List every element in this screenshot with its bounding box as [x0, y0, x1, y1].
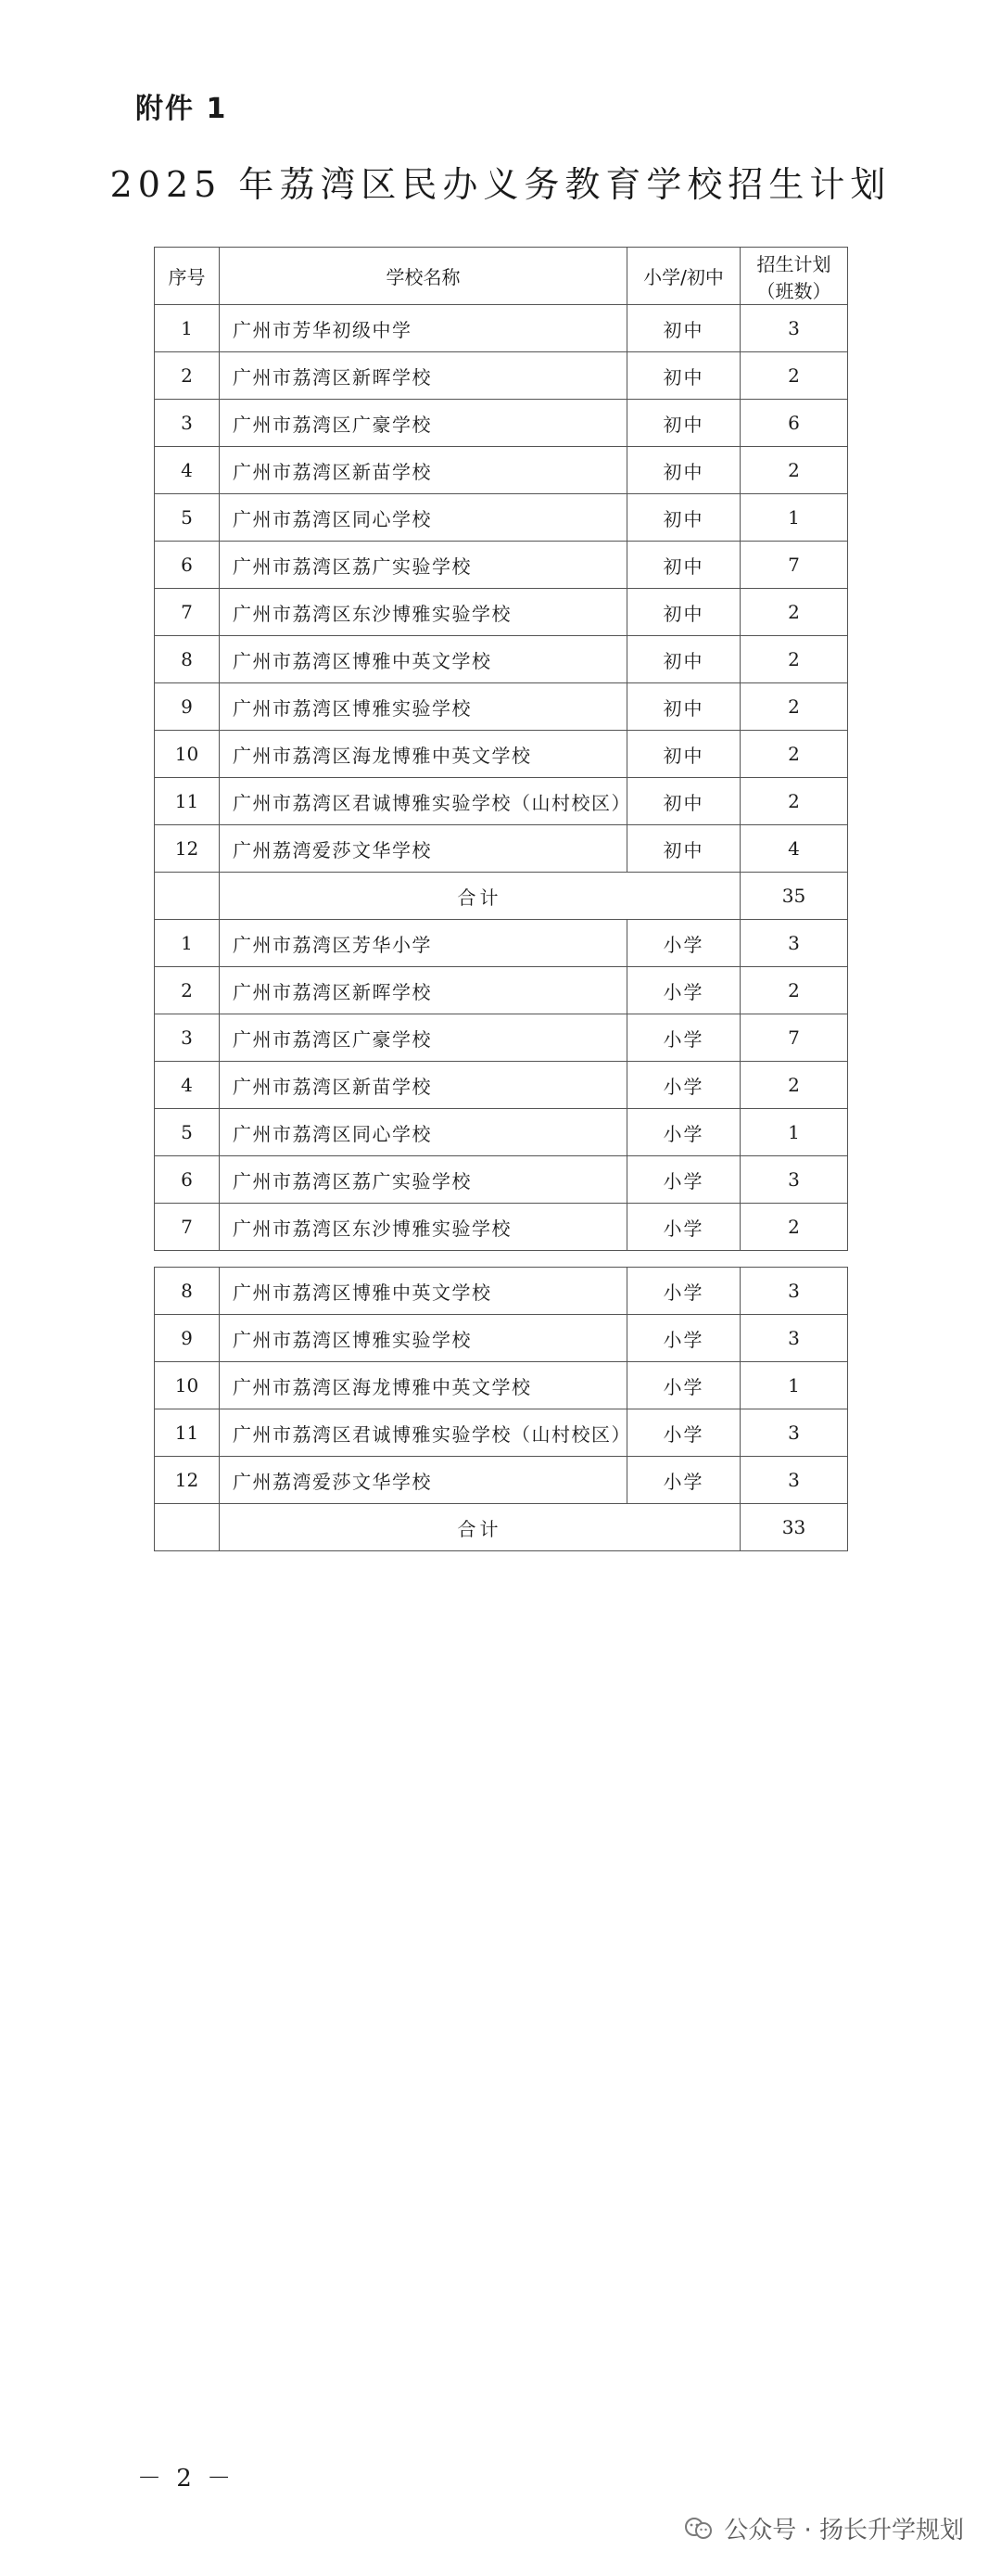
row-index: 8	[155, 636, 220, 683]
row-index: 4	[155, 447, 220, 494]
row-index: 6	[155, 542, 220, 589]
attachment-label: 附件 1	[135, 93, 228, 125]
table-row	[155, 1268, 848, 1315]
school-name: 广州市荔湾区海龙博雅中英文学校	[220, 1362, 627, 1409]
school-name: 广州市荔湾区博雅中英文学校	[220, 636, 627, 683]
table-row	[155, 447, 848, 494]
row-index: 3	[155, 1014, 220, 1062]
table-row	[155, 825, 848, 873]
row-index: 9	[155, 1315, 220, 1362]
planned-classes: 3	[741, 1315, 848, 1362]
enrollment-plan-table-continued	[154, 1267, 848, 1551]
table-row	[155, 1109, 848, 1156]
table-row	[155, 920, 848, 967]
row-index: 10	[155, 1362, 220, 1409]
middle-total-label: 合计	[220, 873, 741, 920]
row-index: 1	[155, 920, 220, 967]
school-level: 小学	[627, 920, 741, 967]
school-level: 小学	[627, 1268, 741, 1315]
table-row	[155, 1457, 848, 1504]
planned-classes: 1	[741, 1109, 848, 1156]
school-level: 初中	[627, 352, 741, 400]
primary-total-value: 33	[741, 1504, 848, 1551]
school-name: 广州市荔湾区君诚博雅实验学校（山村校区）	[220, 778, 627, 825]
school-level: 初中	[627, 400, 741, 447]
school-name: 广州市荔湾区东沙博雅实验学校	[220, 1204, 627, 1251]
school-name: 广州荔湾爱莎文华学校	[220, 1457, 627, 1504]
school-level: 初中	[627, 683, 741, 731]
school-level: 初中	[627, 825, 741, 873]
school-level: 小学	[627, 1315, 741, 1362]
school-name: 广州市荔湾区同心学校	[220, 494, 627, 542]
table-row	[155, 1204, 848, 1251]
row-index: 3	[155, 400, 220, 447]
planned-classes: 2	[741, 967, 848, 1014]
planned-classes: 3	[741, 1156, 848, 1204]
school-level: 小学	[627, 1156, 741, 1204]
school-name: 广州市荔湾区新苗学校	[220, 447, 627, 494]
table-header-row	[155, 248, 848, 305]
row-index: 11	[155, 1409, 220, 1457]
enrollment-plan-table	[154, 247, 848, 1251]
school-name: 广州市荔湾区新晖学校	[220, 352, 627, 400]
table-cell	[155, 873, 220, 920]
table-row	[155, 778, 848, 825]
school-level: 小学	[627, 1109, 741, 1156]
school-level: 初中	[627, 731, 741, 778]
row-index: 1	[155, 305, 220, 352]
primary-school-rows-part2	[155, 1268, 848, 1504]
header-index: 序号	[155, 248, 220, 305]
planned-classes: 2	[741, 352, 848, 400]
school-name: 广州市荔湾区博雅实验学校	[220, 1315, 627, 1362]
row-index: 10	[155, 731, 220, 778]
school-name: 广州荔湾爱莎文华学校	[220, 825, 627, 873]
header-level: 小学/初中	[627, 248, 741, 305]
row-index: 9	[155, 683, 220, 731]
planned-classes: 1	[741, 1362, 848, 1409]
primary-total-row	[155, 1504, 848, 1551]
table-row	[155, 352, 848, 400]
planned-classes: 2	[741, 589, 848, 636]
school-name: 广州市荔湾区荔广实验学校	[220, 1156, 627, 1204]
school-level: 小学	[627, 1457, 741, 1504]
school-level: 小学	[627, 1062, 741, 1109]
table-row	[155, 967, 848, 1014]
table-row	[155, 1014, 848, 1062]
middle-total-row	[155, 873, 848, 920]
row-index: 5	[155, 1109, 220, 1156]
watermark-text: 公众号 · 扬长升学规划	[724, 2517, 964, 2544]
planned-classes: 3	[741, 1409, 848, 1457]
school-level: 初中	[627, 542, 741, 589]
row-index: 7	[155, 589, 220, 636]
table-row	[155, 1156, 848, 1204]
school-level: 小学	[627, 1362, 741, 1409]
school-name: 广州市芳华初级中学	[220, 305, 627, 352]
document-title: 2025 年荔湾区民办义务教育学校招生计划	[109, 164, 892, 205]
row-index: 7	[155, 1204, 220, 1251]
school-name: 广州市荔湾区海龙博雅中英文学校	[220, 731, 627, 778]
row-index: 11	[155, 778, 220, 825]
planned-classes: 3	[741, 1457, 848, 1504]
planned-classes: 6	[741, 400, 848, 447]
planned-classes: 2	[741, 778, 848, 825]
school-name: 广州市荔湾区新晖学校	[220, 967, 627, 1014]
table-row	[155, 731, 848, 778]
planned-classes: 1	[741, 494, 848, 542]
table-row	[155, 1409, 848, 1457]
row-index: 6	[155, 1156, 220, 1204]
planned-classes: 2	[741, 731, 848, 778]
watermark	[683, 2511, 964, 2545]
table-row	[155, 1362, 848, 1409]
primary-school-rows-part1	[155, 920, 848, 1251]
row-index: 4	[155, 1062, 220, 1109]
page-number: － 2 －	[137, 2465, 235, 2493]
planned-classes: 3	[741, 1268, 848, 1315]
row-index: 2	[155, 352, 220, 400]
school-name: 广州市荔湾区荔广实验学校	[220, 542, 627, 589]
table-row	[155, 542, 848, 589]
planned-classes: 2	[741, 683, 848, 731]
school-level: 初中	[627, 447, 741, 494]
wechat-official-account-icon	[683, 2515, 715, 2543]
school-name: 广州市荔湾区君诚博雅实验学校（山村校区）	[220, 1409, 627, 1457]
table-row	[155, 636, 848, 683]
planned-classes: 7	[741, 1014, 848, 1062]
planned-classes: 7	[741, 542, 848, 589]
school-level: 初中	[627, 589, 741, 636]
school-level: 小学	[627, 967, 741, 1014]
planned-classes: 2	[741, 636, 848, 683]
header-school-name: 学校名称	[220, 248, 627, 305]
table-cell	[155, 1504, 220, 1551]
row-index: 8	[155, 1268, 220, 1315]
school-level: 小学	[627, 1204, 741, 1251]
middle-total-value: 35	[741, 873, 848, 920]
school-level: 初中	[627, 636, 741, 683]
school-level: 小学	[627, 1014, 741, 1062]
table-row	[155, 1315, 848, 1362]
school-name: 广州市荔湾区同心学校	[220, 1109, 627, 1156]
row-index: 12	[155, 1457, 220, 1504]
planned-classes: 2	[741, 447, 848, 494]
middle-school-rows	[155, 305, 848, 873]
header-plan	[741, 248, 848, 305]
school-level: 小学	[627, 1409, 741, 1457]
row-index: 12	[155, 825, 220, 873]
table-row	[155, 494, 848, 542]
school-level: 初中	[627, 305, 741, 352]
school-name: 广州市荔湾区新苗学校	[220, 1062, 627, 1109]
planned-classes: 3	[741, 920, 848, 967]
primary-total-label: 合计	[220, 1504, 741, 1551]
school-name: 广州市荔湾区芳华小学	[220, 920, 627, 967]
row-index: 2	[155, 967, 220, 1014]
header-plan-line1: 招生计划	[756, 252, 831, 275]
school-name: 广州市荔湾区博雅实验学校	[220, 683, 627, 731]
school-name: 广州市荔湾区广豪学校	[220, 1014, 627, 1062]
row-index: 5	[155, 494, 220, 542]
header-plan-line2: （班数）	[756, 279, 831, 302]
table-row	[155, 305, 848, 352]
planned-classes: 2	[741, 1062, 848, 1109]
planned-classes: 2	[741, 1204, 848, 1251]
school-name: 广州市荔湾区博雅中英文学校	[220, 1268, 627, 1315]
school-name: 广州市荔湾区广豪学校	[220, 400, 627, 447]
planned-classes: 4	[741, 825, 848, 873]
table-row	[155, 1062, 848, 1109]
table-row	[155, 683, 848, 731]
school-name: 广州市荔湾区东沙博雅实验学校	[220, 589, 627, 636]
table-row	[155, 589, 848, 636]
table-row	[155, 400, 848, 447]
planned-classes: 3	[741, 305, 848, 352]
school-level: 初中	[627, 494, 741, 542]
school-level: 初中	[627, 778, 741, 825]
